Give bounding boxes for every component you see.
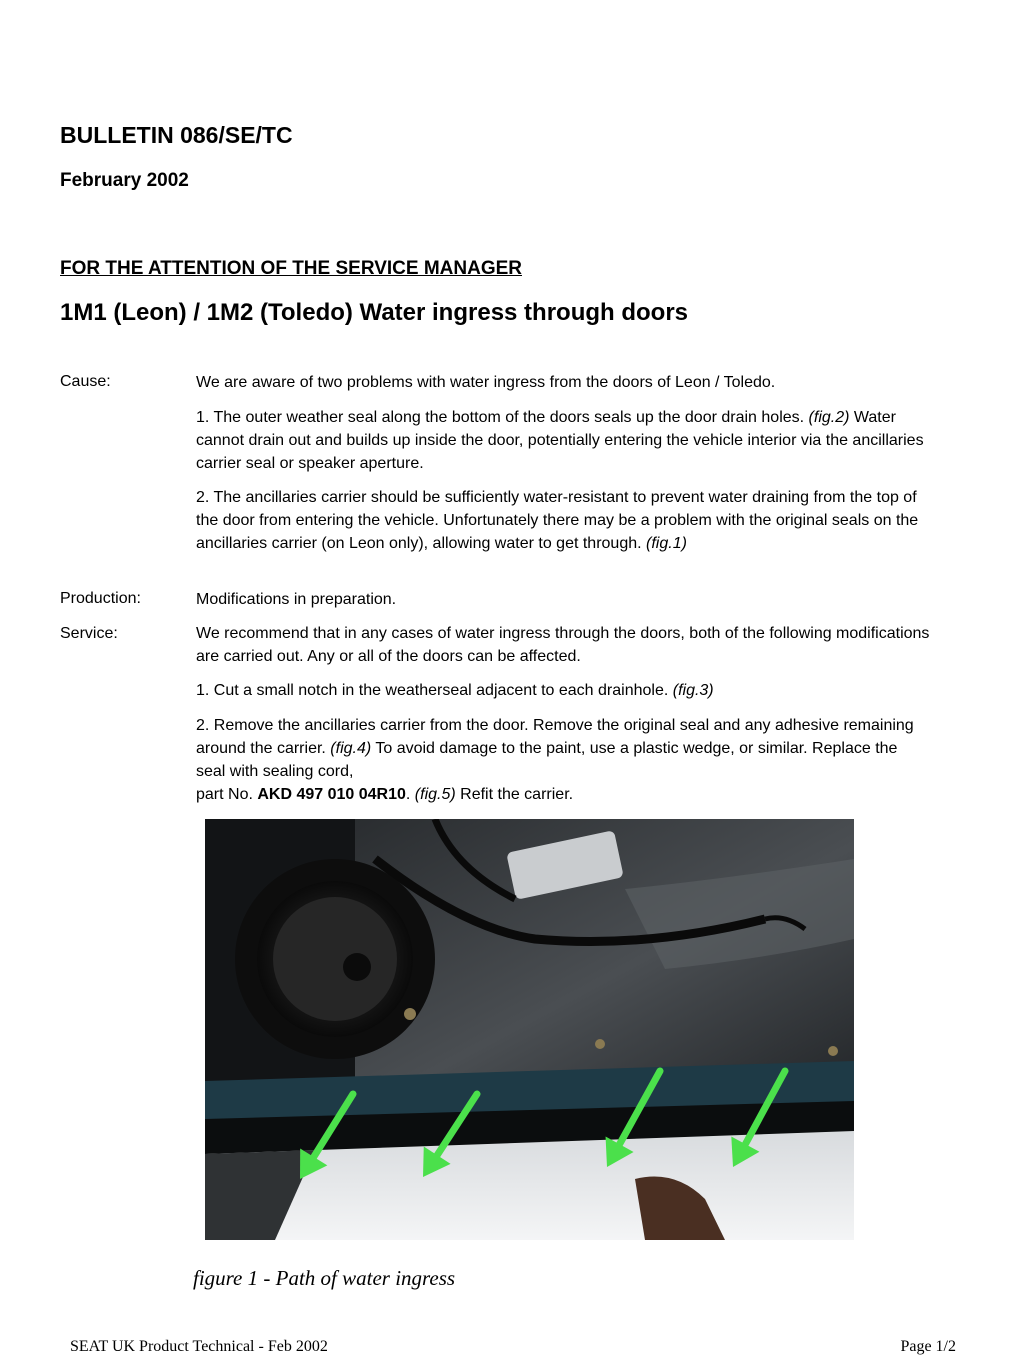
fig-2-ref: (fig.2): [808, 409, 850, 426]
service-point-2-text-c: Refit the carrier.: [455, 786, 574, 803]
production-label: Production:: [60, 590, 141, 607]
part-number: AKD 497 010 04R10: [257, 786, 406, 803]
fig-4-ref: (fig.4): [330, 740, 372, 757]
page-number: Page 1/2: [900, 1338, 956, 1355]
cause-point-2: [196, 486, 931, 555]
bulletin-number: BULLETIN 086/SE/TC: [60, 122, 293, 148]
service-point-2: [196, 714, 931, 806]
attention-line: FOR THE ATTENTION OF THE SERVICE MANAGER: [60, 258, 522, 279]
part-number-prefix: part No.: [196, 786, 258, 803]
page-title: 1M1 (Leon) / 1M2 (Toledo) Water ingress through doors: [60, 299, 689, 326]
service-intro: We recommend that in any cases of water ingress through the doors, both of the following modifications are carried out. Any or all of the doors can be affected.: [196, 625, 930, 665]
cause-point-2-text: 2. The ancillaries carrier should be sufficiently water-resistant to prevent water draining from the top of the door from entering the vehicle. Unfortunately there may be a problem with the original seals on the ancillaries carrier (on Leon only), allowing water to get through.: [196, 489, 919, 552]
service-point-1-text: 1. Cut a small notch in the weatherseal adjacent to each drainhole.: [196, 682, 673, 699]
fig-3-ref: (fig.3): [672, 682, 714, 699]
cause-point-1: [196, 406, 931, 475]
service-label: Service:: [60, 625, 118, 642]
service-point-1: [196, 679, 931, 702]
part-number-dot: .: [405, 786, 415, 803]
cause-point-1-text: 1. The outer weather seal along the bottom of the doors seals up the door drain holes.: [196, 409, 805, 426]
production-text: Modifications in preparation.: [196, 591, 397, 608]
bulletin-date: February 2002: [60, 170, 189, 191]
figure-caption: figure 1 - Path of water ingress: [193, 1266, 456, 1290]
fig-1-ref: (fig.1): [646, 535, 687, 552]
service-point-2-text: 2. Remove the ancillaries carrier from the door. Remove the original seal and any adhesive remaining around the carrier.: [196, 717, 914, 757]
door-photo: [205, 819, 854, 1240]
fig-5-ref: (fig.5): [414, 786, 456, 803]
cause-intro: We are aware of two problems with water ingress from the doors of Leon / Toledo.: [196, 374, 776, 391]
cause-point-1-text-b: Water cannot drain out and builds up inside the door, potentially entering the vehicle interior via the ancillaries carrier seal or speaker aperture.: [196, 409, 924, 472]
service-point-2-text-b: To avoid damage to the paint, use a plastic wedge, or similar. Replace the seal with sealing cord,: [196, 740, 898, 780]
footer-left: SEAT UK Product Technical - Feb 2002: [70, 1338, 328, 1355]
cause-label: Cause:: [60, 373, 111, 390]
